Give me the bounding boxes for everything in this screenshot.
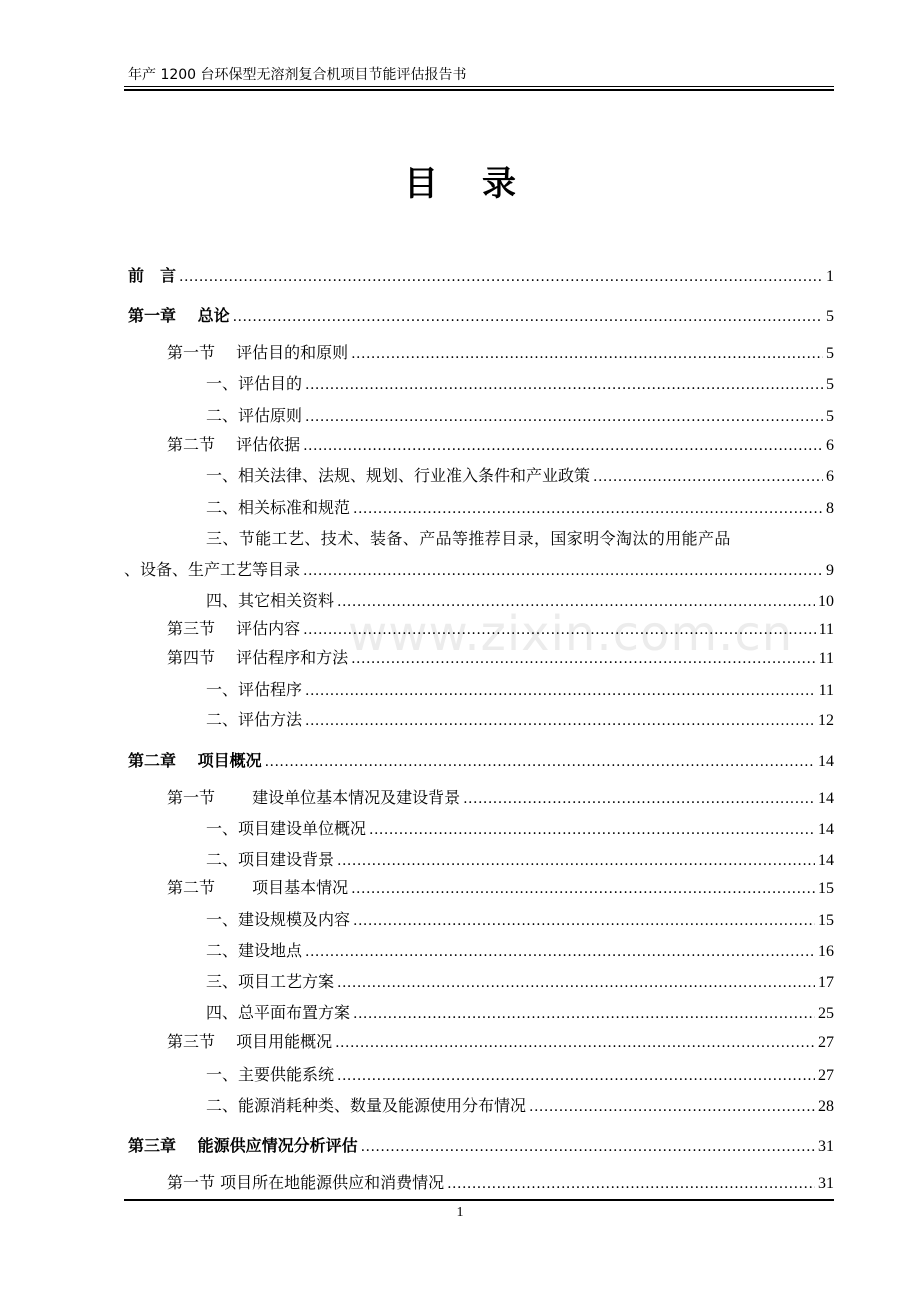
toc-page-number: 16 (818, 943, 834, 960)
toc-entry-text: 一、相关法律、法规、规划、行业准入条件和产业政策 (206, 466, 591, 485)
toc-entry-text: 第一章 总论 (128, 306, 230, 325)
toc-entry-text: 四、总平面布置方案 (206, 1003, 351, 1022)
toc-leader (305, 680, 816, 702)
toc-entry[interactable] (167, 434, 834, 456)
toc-entry-text: 第三节 评估内容 (167, 619, 301, 638)
toc-leader (351, 878, 815, 900)
toc-leader (351, 343, 823, 365)
toc-leader (305, 941, 815, 963)
toc-entry-text-line1[interactable]: 三、节能工艺、技术、装备、产品等推荐目录，国家明令淘汰的用能产品 (206, 529, 731, 548)
toc-page-number: 14 (818, 821, 834, 838)
toc-leader (303, 619, 816, 641)
toc-entry-text: 一、评估目的 (206, 374, 303, 393)
toc-entry[interactable] (167, 1172, 834, 1194)
toc-page-number: 14 (818, 790, 834, 807)
toc-entry-text: 第一节 建设单位基本情况及建设背景 (167, 788, 461, 807)
toc-entry[interactable] (206, 709, 834, 731)
toc-entry-text: 二、建设地点 (206, 941, 303, 960)
toc-entry-text: 二、评估方法 (206, 710, 303, 729)
toc-entry[interactable] (206, 909, 834, 931)
toc-leader (351, 648, 816, 670)
toc-page-number: 15 (818, 880, 834, 897)
toc-page-number: 14 (818, 852, 834, 869)
toc-page-number: 28 (818, 1098, 834, 1115)
toc-leader (305, 710, 815, 732)
toc-page-number: 5 (826, 408, 834, 425)
toc-entry-text: 二、相关标准和规范 (206, 498, 351, 517)
toc-page-number: 1 (826, 268, 834, 285)
toc-leader (233, 306, 823, 328)
toc-page-number: 11 (818, 621, 834, 638)
toc-entry[interactable] (206, 1002, 834, 1024)
toc-page-number: 6 (826, 437, 834, 454)
toc-leader (353, 498, 823, 520)
toc-page-number: 31 (818, 1175, 834, 1192)
toc-page-number: 27 (818, 1067, 834, 1084)
toc-leader (593, 466, 823, 488)
toc-entry-text: 第三章 能源供应情况分析评估 (128, 1136, 358, 1155)
toc-page-number: 12 (818, 712, 834, 729)
toc-entry[interactable] (128, 1135, 834, 1157)
toc-entry-text: 第四节 评估程序和方法 (167, 648, 349, 667)
toc-page-number: 31 (818, 1138, 834, 1155)
toc-entry[interactable] (167, 618, 834, 640)
toc-leader (353, 1003, 815, 1025)
toc-leader (337, 850, 815, 872)
toc-page-number: 27 (818, 1034, 834, 1051)
toc-entry-text: 一、项目建设单位概况 (206, 819, 367, 838)
toc-entry-text: 四、其它相关资料 (206, 591, 335, 610)
toc-entry-text: 第二节 评估依据 (167, 435, 301, 454)
toc-page-number: 8 (826, 500, 834, 517)
toc-entry-text: 第二节 项目基本情况 (167, 878, 349, 897)
footer-rule (124, 1199, 834, 1201)
toc-leader (303, 560, 823, 582)
toc-page-number: 5 (826, 345, 834, 362)
toc-page-number: 9 (826, 562, 834, 579)
toc-entry[interactable] (206, 405, 834, 427)
toc-entry[interactable] (206, 497, 834, 519)
toc-entry[interactable] (206, 679, 834, 701)
header-rule-thick (124, 89, 834, 91)
toc-entry-text: 二、能源消耗种类、数量及能源使用分布情况 (206, 1096, 527, 1115)
toc-leader (303, 435, 823, 457)
page-number: 1 (456, 1205, 464, 1220)
toc-leader (337, 1065, 815, 1087)
watermark: www.zixin.com.cn (348, 606, 794, 662)
toc-page-number: 5 (826, 376, 834, 393)
toc-leader (335, 1032, 815, 1054)
toc-entry[interactable] (128, 750, 834, 772)
toc-leader (337, 972, 815, 994)
toc-entry[interactable] (206, 465, 834, 487)
toc-leader (305, 406, 823, 428)
toc-entry[interactable] (124, 559, 834, 581)
toc-entry[interactable] (128, 265, 834, 287)
toc-entry[interactable] (167, 647, 834, 669)
toc-page-number: 5 (826, 308, 834, 325)
toc-leader (179, 266, 823, 288)
toc-entry-text: 第一节 评估目的和原则 (167, 343, 349, 362)
toc-entry-text: 二、项目建设背景 (206, 850, 335, 869)
toc-leader (337, 591, 815, 613)
toc-entry-text: 一、建设规模及内容 (206, 910, 351, 929)
toc-entry[interactable] (206, 849, 834, 871)
toc-leader (361, 1136, 815, 1158)
toc-page-number: 15 (818, 912, 834, 929)
toc-entry[interactable] (206, 1095, 834, 1117)
toc-leader (369, 819, 815, 841)
toc-entry-text: 第一节 项目所在地能源供应和消费情况 (167, 1173, 445, 1192)
toc-leader (305, 374, 823, 396)
toc-entry[interactable] (206, 971, 834, 993)
toc-entry[interactable] (128, 305, 834, 327)
toc-page-number: 11 (818, 650, 834, 667)
toc-entry-text: 前 言 (128, 266, 177, 285)
toc-entry-text: 一、主要供能系统 (206, 1065, 335, 1084)
toc-entry[interactable] (167, 787, 834, 809)
toc-page-number: 14 (818, 753, 834, 770)
toc-entry-text: 第三节 项目用能概况 (167, 1032, 333, 1051)
toc-entry[interactable] (167, 1031, 834, 1053)
toc-entry[interactable] (206, 940, 834, 962)
toc-entry-text: 、设备、生产工艺等目录 (124, 560, 301, 579)
toc-entry-text: 一、评估程序 (206, 680, 303, 699)
toc-leader (353, 910, 815, 932)
toc-entry-text: 二、评估原则 (206, 406, 303, 425)
toc-page-number: 6 (826, 468, 834, 485)
toc-leader (447, 1173, 815, 1195)
toc-entry[interactable] (167, 877, 834, 899)
document-header: 年产 1200 台环保型无溶剂复合机项目节能评估报告书 (128, 67, 467, 83)
toc-entry-text: 三、项目工艺方案 (206, 972, 335, 991)
header-rule (124, 86, 834, 87)
toc-entry[interactable] (206, 1064, 834, 1086)
toc-entry[interactable] (206, 373, 834, 395)
toc-leader (265, 751, 815, 773)
toc-entry-text: 第二章 项目概况 (128, 751, 262, 770)
toc-leader (529, 1096, 815, 1118)
toc-page-number: 10 (818, 593, 834, 610)
toc-leader (463, 788, 815, 810)
toc-page-number: 11 (818, 682, 834, 699)
toc-title: 目录 (404, 164, 560, 204)
toc-page-number: 25 (818, 1005, 834, 1022)
toc-entry[interactable] (167, 342, 834, 364)
toc-entry[interactable] (206, 590, 834, 612)
toc-entry[interactable] (206, 818, 834, 840)
toc-page-number: 17 (818, 974, 834, 991)
